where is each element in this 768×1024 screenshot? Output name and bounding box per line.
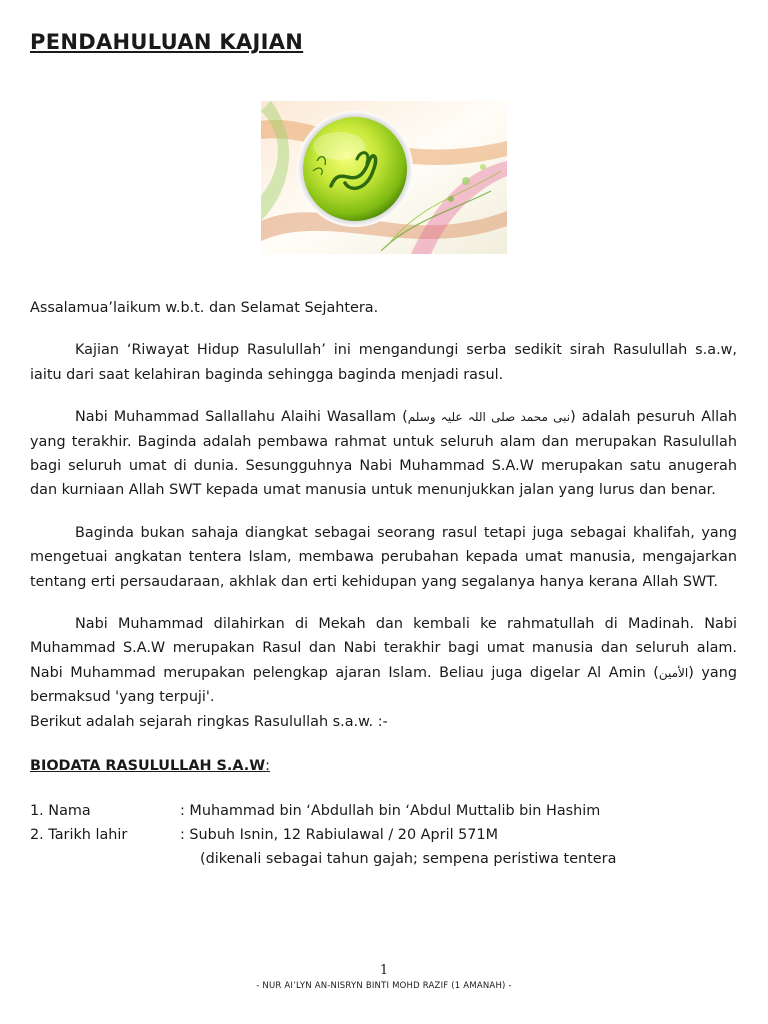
arabic-al-amin-text: الأمين xyxy=(658,665,689,680)
paragraph-intro: Kajian ‘Riwayat Hidup Rasulullah’ ini mengandungi serba sedikit sirah Rasulullah s.a.w, iaitu dari saat kelahiran baginda sehingga baginda menjadi rasul. xyxy=(30,342,737,383)
biodata-label: 1. Nama xyxy=(30,802,91,819)
biodata-label: 2. Tarikh lahir xyxy=(30,826,128,843)
biodata-continuation: (dikenali sebagai tahun gajah; sempena peristiwa tentera xyxy=(200,851,617,868)
paragraph-khalifah: Baginda bukan sahaja diangkat sebagai seorang rasul tetapi juga sebagai khalifah, yang mengetuai angkatan tentera Islam, membawa perubahan kepada umat manusia, mengajarkan tentang erti persaudaraan, akhlak dan erti kehidupan yang segalanya hanya kerana Allah SWT. xyxy=(30,524,737,590)
biodata-heading: BIODATA RASULULLAH S.A.W: xyxy=(30,758,270,775)
page-number: 1 xyxy=(379,963,389,978)
biodata-row xyxy=(30,823,737,847)
arabic-salawat-text: نبی محمد صلی اللہ علیہ وسلم xyxy=(407,410,571,425)
paragraph-nabi-muhammad: Nabi Muhammad Sallallahu Alaihi Wasallam (نبی محمد صلی اللہ علیہ وسلم) adalah pesuruh Allah yang terakhir. Baginda adalah pembawa rahmat untuk seluruh alam dan merupakan Rasulullah bagi seluruh umat di dunia. Sesungguhnya Nabi Muhammad S.A.W merupakan satu anugerah dan kurniaan Allah SWT kepada umat manusia untuk menunjukkan jalan yang lurus dan benar. xyxy=(30,409,738,499)
paragraph-al-amin: Nabi Muhammad dilahirkan di Mekah dan kembali ke rahmatullah di Madinah. Nabi Muhammad S.A.W merupakan Rasul dan Nabi terakhir bagi umat manusia dan seluruh alam. Nabi Muhammad merupakan pelengkap ajaran Islam. Beliau juga digelar Al Amin (الأمين) yang bermaksud 'yang terpuji'. xyxy=(30,616,738,706)
biodata-value: : Muhammad bin ‘Abdullah bin ‘Abdul Muttalib bin Hashim xyxy=(180,802,601,819)
paragraph-intro-biodata: Berikut adalah sejarah ringkas Rasulullah s.a.w. :- xyxy=(30,713,388,730)
page-footer: - NUR AI’LYN AN-NISRYN BINTI MOHD RAZIF (1 AMANAH) - xyxy=(256,981,512,991)
calligraphy-banner-image xyxy=(261,101,507,254)
page-title: PENDAHULUAN KAJIAN xyxy=(30,30,304,54)
article-body xyxy=(30,296,737,872)
biodata-list xyxy=(30,799,737,872)
biodata-row xyxy=(30,799,737,823)
biodata-value: : Subuh Isnin, 12 Rabiulawal / 20 April 571M xyxy=(180,826,499,843)
greeting-text: Assalamua’laikum w.b.t. dan Selamat Sejahtera. xyxy=(30,300,379,316)
